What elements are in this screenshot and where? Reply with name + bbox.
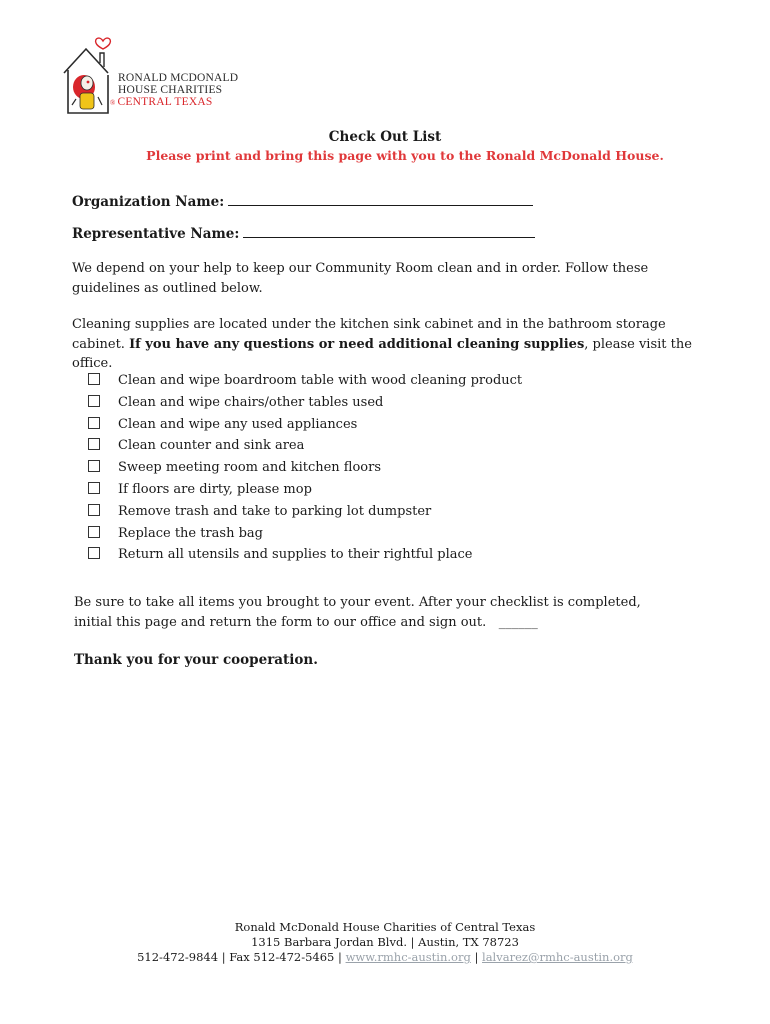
footer-phone: 512-472-9844 | Fax 512-472-5465 | (137, 950, 346, 964)
logo-line-3: CENTRAL TEXAS (117, 96, 213, 108)
checklist-item-label: Return all utensils and supplies to their rightful place (118, 547, 473, 563)
website-link[interactable]: www.rmhc-austin.org (345, 950, 471, 964)
checklist-item-label: Remove trash and take to parking lot dumpster (118, 503, 432, 519)
email-link[interactable]: lalvarez@rmhc-austin.org (482, 950, 633, 964)
page-subtitle: Please print and bring this page with you to the Ronald McDonald House. (146, 148, 664, 163)
checklist-item-label: Clean counter and sink area (118, 438, 305, 454)
checkbox[interactable] (88, 526, 100, 538)
checkbox[interactable] (88, 504, 100, 516)
initial-blank[interactable]: ______ (498, 614, 538, 630)
footer-org: Ronald McDonald House Charities of Central Texas (234, 920, 536, 934)
supplies-bold-text: If you have any questions or need additional cleaning supplies (129, 336, 585, 352)
closing-paragraph (74, 593, 674, 632)
checklist-item-label: Clean and wipe any used appliances (118, 416, 358, 432)
footer-address: 1315 Barbara Jordan Blvd. | Austin, TX 78723 (251, 935, 519, 949)
checkbox[interactable] (88, 395, 100, 407)
supplies-paragraph (72, 315, 697, 374)
footer (0, 920, 770, 965)
checklist-item-label: Sweep meeting room and kitchen floors (118, 460, 382, 476)
logo-wordmark (110, 72, 239, 109)
footer-separator: | (470, 950, 483, 964)
footer-contact (0, 950, 770, 965)
checkbox[interactable] (88, 417, 100, 429)
representative-label: Representative Name: (72, 226, 240, 242)
logo-line-1: RONALD MCDONALD (118, 72, 239, 84)
checkbox[interactable] (88, 373, 100, 385)
page-title: Check Out List (328, 129, 442, 145)
checkbox[interactable] (88, 547, 100, 559)
checkbox[interactable] (88, 460, 100, 472)
supplies-text: Cleaning supplies are located under the kitchen sink cabinet and in the bathroom storage cabinet. (72, 317, 666, 352)
representative-field (72, 224, 535, 242)
checklist-item-label: If floors are dirty, please mop (118, 481, 312, 497)
thanks-text: Thank you for your cooperation. (74, 652, 318, 668)
organization-field (72, 192, 533, 210)
checklist-item-label: Clean and wipe chairs/other tables used (118, 394, 384, 410)
logo-line-2: HOUSE CHARITIES (118, 84, 223, 96)
representative-blank-line[interactable] (243, 224, 535, 238)
checklist-item-label: Replace the trash bag (118, 525, 263, 541)
intro-paragraph: We depend on your help to keep our Community Room clean and in order. Follow these guidelines as outlined below. (72, 261, 649, 296)
supplies-tail-text: , please visit the office. (72, 336, 692, 371)
organization-label: Organization Name: (72, 194, 225, 210)
checklist-item-label: Clean and wipe boardroom table with wood cleaning product (118, 373, 523, 388)
logo-registered-mark: ® (110, 99, 116, 107)
closing-text: Be sure to take all items you brought to your event. After your checklist is completed, initial this page and return the form to our office and sign out. (74, 595, 641, 630)
checkbox[interactable] (88, 482, 100, 494)
checkbox[interactable] (88, 438, 100, 450)
organization-blank-line[interactable] (228, 192, 533, 206)
